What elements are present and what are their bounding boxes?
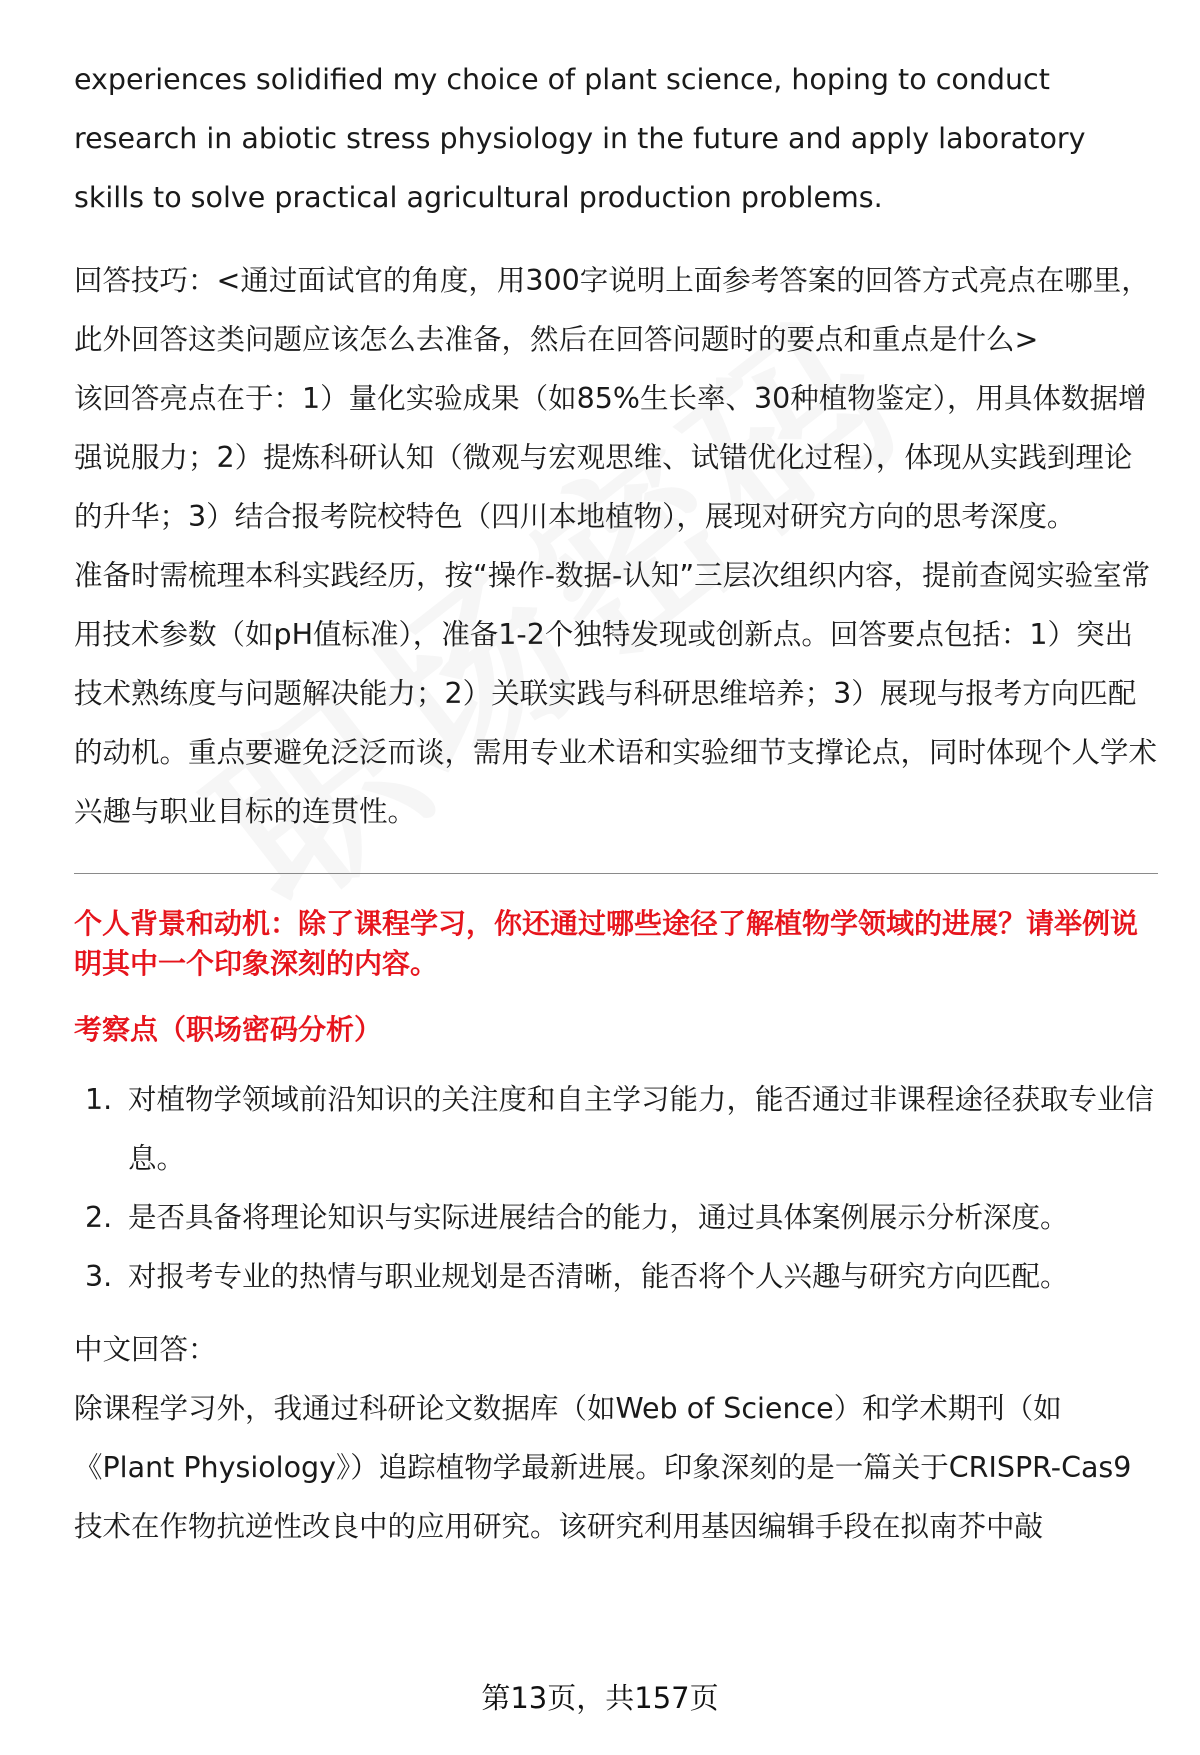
list-item [74,1188,1158,1247]
list-item [74,1247,1158,1306]
answer-label: 中文回答： [74,1333,217,1366]
list-item [74,1070,1158,1188]
assessment-points-list [74,1070,1158,1306]
document-page [74,50,1158,1556]
page-footer: 第13页，共157页 [481,1681,719,1715]
question-title: 个人背景和动机：除了课程学习，你还通过哪些途径了解植物学领域的进展？请举例说明其中一个印象深刻的内容。 [74,907,1139,980]
tips-prompt: 回答技巧：<通过面试官的角度，用300字说明上面参考答案的回答方式亮点在哪里，此外回答这类问题应该怎么去准备，然后在回答问题时的要点和重点是什么> [74,264,1150,356]
list-item-text: 对报考专业的热情与职业规划是否清晰，能否将个人兴趣与研究方向匹配。 [128,1260,1069,1293]
list-item-text: 是否具备将理论知识与实际进展结合的能力，通过具体案例展示分析深度。 [128,1201,1069,1234]
list-item-text: 对植物学领域前沿知识的关注度和自主学习能力，能否通过非课程途径获取专业信息。 [128,1083,1155,1175]
list-item-number: 3. [85,1260,113,1293]
assessment-heading: 考察点（职场密码分析） [74,1013,383,1046]
answer-text: 除课程学习外，我通过科研论文数据库（如Web of Science）和学术期刊（如《Plant Physiology》）追踪植物学最新进展。印象深刻的是一篇关于CRISPR-Cas9技术在作物抗逆性改良中的应用研究。该研究利用基因编辑手段在拟南芥中敲 [74,1392,1132,1543]
tips-preparation: 准备时需梳理本科实践经历，按“操作-数据-认知”三层次组织内容，提前查阅实验室常用技术参数（如pH值标准），准备1-2个独特发现或创新点。回答要点包括：1）突出技术熟练度与问题解决能力；2）关联实践与科研思维培养；3）展现与报考方向匹配的动机。重点要避免泛泛而谈，需用专业术语和实验细节支撑论点，同时体现个人学术兴趣与职业目标的连贯性。 [74,559,1158,828]
tips-highlights: 该回答亮点在于：1）量化实验成果（如85%生长率、30种植物鉴定），用具体数据增强说服力；2）提炼科研认知（微观与宏观思维、试错优化过程），体现从实践到理论的升华；3）结合报考院校特色（四川本地植物），展现对研究方向的思考深度。 [74,382,1147,533]
intro-paragraph: experiences solidified my choice of plant science, hoping to conduct research in abiotic stress physiology in the future and apply laboratory skills to solve practical agricultural production problems. [74,63,1086,214]
list-item-number: 2. [85,1201,113,1234]
list-item-number: 1. [85,1083,113,1116]
